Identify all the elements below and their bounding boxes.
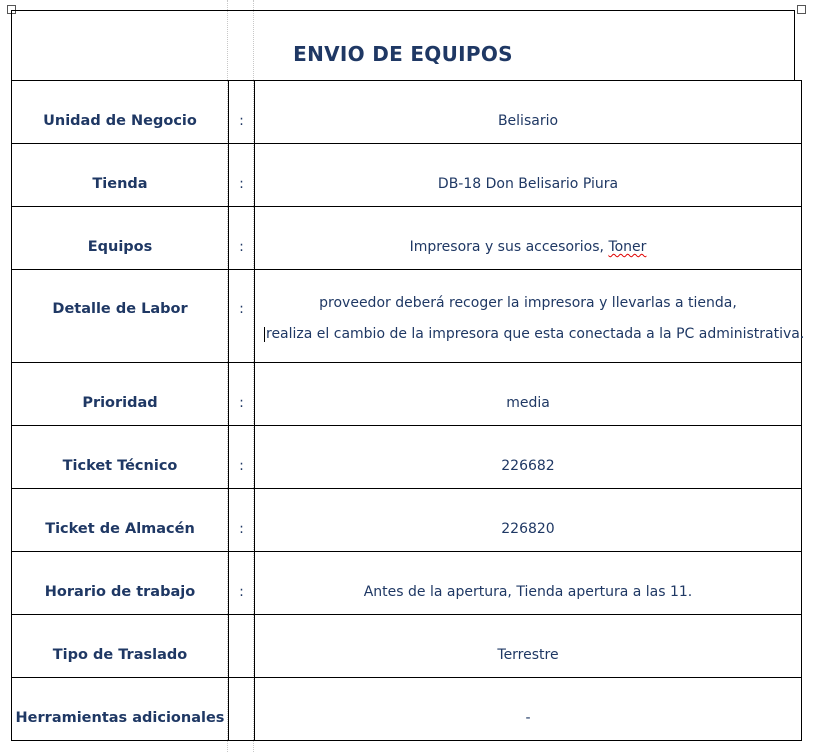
value-tech-ticket[interactable]: 226682 <box>255 426 802 489</box>
table-row <box>12 207 802 270</box>
text-cursor <box>264 327 265 342</box>
table-row <box>12 81 802 144</box>
work-detail-line-1: proveedor deberá recoger la impresora y llevarlas a tienda, <box>319 295 737 311</box>
label-tech-ticket[interactable]: Ticket Técnico <box>12 426 229 489</box>
table-row <box>12 426 802 489</box>
separator-empty[interactable] <box>229 678 255 741</box>
label-transfer-type[interactable]: Tipo de Traslado <box>12 615 229 678</box>
value-work-schedule[interactable]: Antes de la apertura, Tienda apertura a las 11. <box>255 552 802 615</box>
table-row <box>12 552 802 615</box>
value-work-detail[interactable] <box>255 270 805 363</box>
value-store[interactable]: DB-18 Don Belisario Piura <box>255 144 802 207</box>
details-table <box>11 80 805 741</box>
resize-handle-top-right[interactable] <box>797 5 806 14</box>
separator-colon[interactable]: : <box>229 81 255 144</box>
value-warehouse-ticket[interactable]: 226820 <box>255 489 802 552</box>
value-transfer-type[interactable]: Terrestre <box>255 615 802 678</box>
label-work-detail[interactable]: Detalle de Labor <box>12 270 229 363</box>
separator-colon[interactable]: : <box>229 144 255 207</box>
table-row <box>12 144 802 207</box>
separator-colon[interactable]: : <box>229 489 255 552</box>
table-row <box>12 489 802 552</box>
label-store[interactable]: Tienda <box>12 144 229 207</box>
label-priority[interactable]: Prioridad <box>12 363 229 426</box>
label-warehouse-ticket[interactable]: Ticket de Almacén <box>12 489 229 552</box>
separator-colon[interactable]: : <box>229 363 255 426</box>
label-work-schedule[interactable]: Horario de trabajo <box>12 552 229 615</box>
separator-colon[interactable]: : <box>229 426 255 489</box>
table-row <box>12 363 802 426</box>
work-detail-line-2: realiza el cambio de la impresora que esta conectada a la PC administrativa. <box>266 326 805 342</box>
value-additional-tools[interactable]: - <box>255 678 802 741</box>
value-equipment-text: Impresora y sus accesorios, <box>409 239 609 255</box>
label-additional-tools[interactable]: Herramientas adicionales <box>12 678 229 741</box>
document-title: ENVIO DE EQUIPOS <box>293 42 513 66</box>
title-cell[interactable] <box>11 10 795 80</box>
table-row <box>12 678 802 741</box>
table-row <box>12 270 802 363</box>
label-equipment[interactable]: Equipos <box>12 207 229 270</box>
table-row <box>12 615 802 678</box>
separator-empty[interactable] <box>229 615 255 678</box>
separator-colon[interactable]: : <box>229 207 255 270</box>
value-priority[interactable]: media <box>255 363 802 426</box>
separator-colon[interactable]: : <box>229 270 255 363</box>
label-business-unit[interactable]: Unidad de Negocio <box>12 81 229 144</box>
value-equipment[interactable] <box>255 207 802 270</box>
value-business-unit[interactable]: Belisario <box>255 81 802 144</box>
spellcheck-flagged-word[interactable]: Toner <box>608 239 647 255</box>
separator-colon[interactable]: : <box>229 552 255 615</box>
